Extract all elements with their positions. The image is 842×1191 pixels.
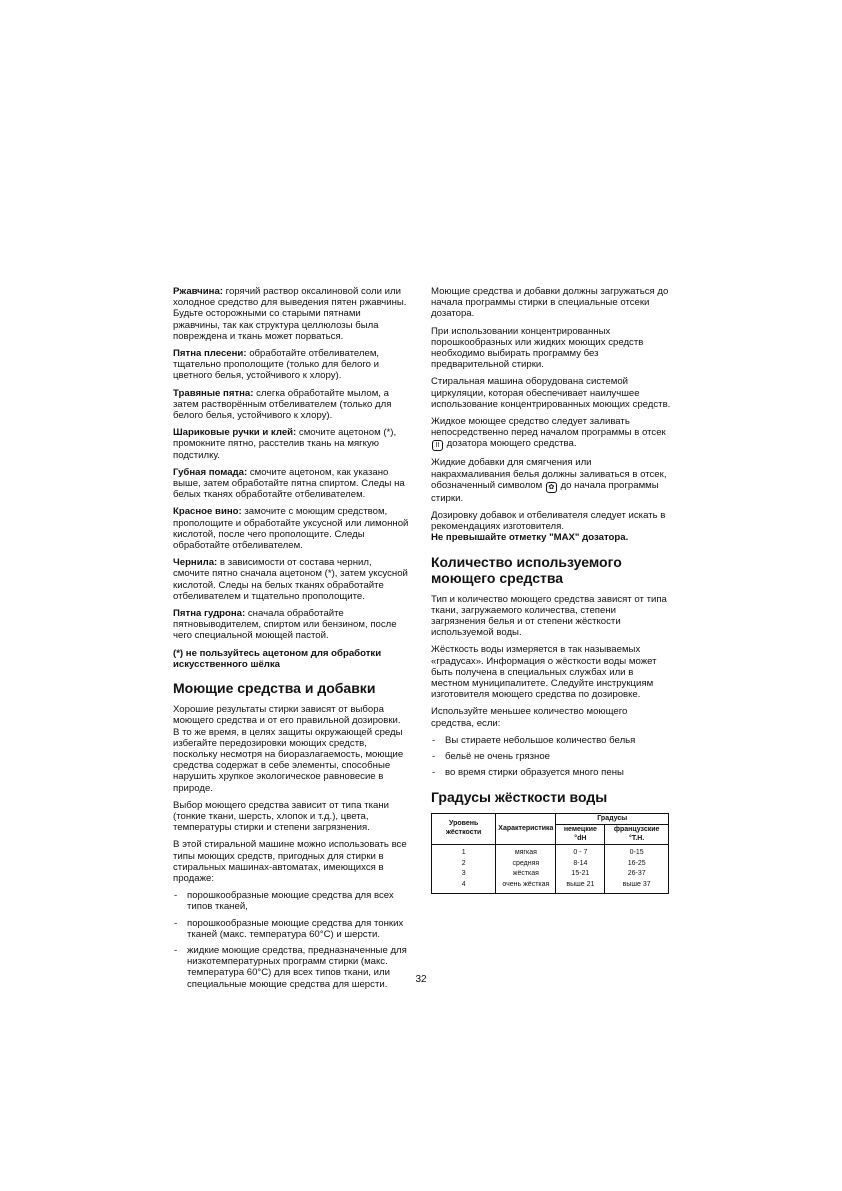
stain-term: Пятна гудрона:	[173, 608, 246, 620]
table-header-french: французские °T.H.	[605, 825, 669, 845]
softener-paragraph: Жидкие добавки для смягчения или накрахмаливания белья должны заливаться в отсек, обозначенный символом ✿ до начала программы стирки.	[431, 457, 667, 504]
table-row: 4 очень жёсткая выше 21 выше 37	[432, 880, 669, 894]
stain-entry	[173, 608, 409, 642]
list-item: - во время стирки образуется много пены	[431, 767, 671, 778]
table-row: 2 средняя 8-14 16-25	[432, 859, 669, 870]
less-detergent-list	[431, 735, 671, 779]
detergents-paragraph-3: В этой стиральной машине можно использовать все типы моющих средств, пригодных для стирки в стиральных машинах-автоматах, имеющихся в продаже:	[173, 839, 407, 884]
stain-text: в зависимости от состава чернил, смочите пятно сначала ацетоном (*), затем уксусной кислотой. Следы на белых тканях обработайте отбеливателем и тщательно прополощите.	[173, 557, 408, 602]
flower-icon: ✿	[546, 482, 557, 493]
table-header-level: Уровень жёсткости	[432, 813, 496, 845]
stain-text: смочите ацетоном, как указано выше, затем обработайте пятна спиртом. Следы на белых тканях обработайте отбеливателем.	[173, 466, 405, 501]
hardness-heading: Градусы жёсткости воды	[431, 788, 608, 805]
stain-text: горячий раствор оксалиновой соли или холодное средство для выведения пятен ржавчины. Будьте осторожными со старыми пятнами ржавчины, так как структура целлюлозы была повреждена и ткань может порваться.	[173, 286, 407, 342]
stain-term: Красное вино:	[173, 506, 242, 518]
list-item: - жидкие моющие средства, предназначенные для низкотемпературных программ стирки (макс. температура 60°C) для всех типов ткани, или специальные моющие средства для шерсти.	[173, 945, 409, 990]
quantity-heading: Количество используемого моющего средства	[431, 553, 622, 586]
stain-entry	[173, 388, 409, 422]
stain-text: смочите ацетоном (*), промокните пятно, расстелив ткань на мягкую подстилку.	[173, 427, 397, 461]
stain-entry	[173, 467, 409, 501]
quantity-paragraph-1: Тип и количество моющего средства зависят от типа ткани, загружаемого количества, степени загрязнения белья и от степени жёсткости используемой воды.	[431, 593, 667, 639]
table-header-german: немецкие °dH	[556, 825, 605, 845]
stain-text: обработайте отбеливателем, тщательно прополощите (только для белого и цветного белья, устойчивого к хлору).	[173, 348, 380, 382]
left-column	[173, 286, 409, 996]
circulation-paragraph: Стиральная машина оборудована системой циркуляции, которая обеспечивает наилучшее использование концентрированных моющих средств.	[431, 376, 671, 410]
table-row: 1 мягкая 0 - 7 0-15	[432, 845, 669, 859]
stain-entry	[173, 348, 409, 382]
list-item: - порошкообразные моющие средства для тонких тканей (макс. температура 60°C) и шерсти.	[173, 918, 409, 940]
concentrated-paragraph: При использовании концентрированных порошкообразных или жидких моющих средств необходимо выбирать программу без предварительной стирки.	[431, 325, 644, 371]
stain-entry	[173, 557, 409, 602]
list-item: - Вы стираете небольшое количество белья	[431, 735, 671, 746]
stain-list	[173, 286, 409, 642]
table-row: 3 жёсткая 15-21 26-37	[432, 869, 669, 880]
hardness-table	[431, 813, 669, 895]
stain-text: слегка обработайте мылом, а затем растворённым отбеливателем (только для белого белья, устойчивого к хлору).	[173, 387, 392, 422]
right-column	[431, 286, 671, 894]
quantity-paragraph-3: Используйте меньшее количество моющего средства, если:	[431, 706, 628, 729]
liquid-detergent-paragraph: Жидкое моющее средство следует заливать непосредственно перед началом программы в отсек II дозатора моющего средства.	[431, 416, 666, 450]
stain-term: Пятна плесени:	[173, 348, 247, 360]
list-item: - порошкообразные моющие средства для всех типов тканей,	[173, 890, 409, 912]
stain-text: сначала обработайте пятновыводителем, спиртом или бензином, после чего специальной моющей пастой.	[173, 608, 397, 642]
stain-term: Шариковые ручки и клей:	[173, 427, 297, 439]
stain-entry	[173, 286, 409, 342]
list-item: - бельё не очень грязное	[431, 751, 671, 762]
compartment-two-icon: II	[432, 440, 443, 451]
stain-term: Ржавчина:	[173, 286, 223, 297]
detergents-paragraph-2: Выбор моющего средства зависит от типа ткани (тонкие ткани, шерсть, хлопок и т.д.), цвета, температуры стирки и степени загрязнения.	[173, 799, 390, 834]
acetone-note: (*) не пользуйтесь ацетоном для обработки искусственного шёлка	[173, 647, 382, 670]
detergents-heading: Моющие средства и добавки	[173, 680, 376, 697]
stain-term: Чернила:	[173, 557, 218, 569]
stain-term: Травяные пятна:	[173, 387, 254, 399]
stain-entry	[173, 506, 409, 551]
table-header-degrees: Градусы	[556, 813, 669, 825]
dispenser-paragraph: Моющие средства и добавки должны загружаться до начала программы стирки в специальные отсеки дозатора.	[431, 286, 669, 320]
dosage-paragraph: Дозировку добавок и отбеливателя следует искать в рекомендациях изготовителя. Не превышайте отметку "MAX" дозатора.	[431, 510, 666, 544]
page-number: 32	[415, 974, 427, 985]
detergents-paragraph-1: Хорошие результаты стирки зависят от выбора моющего средства и от его правильной дозировки. В то же время, в целях защиты окружающей среды избегайте передозировки моющих средств, поскольку несмотря на биоразлагаемость, моющие средства содержат в себе элементы, способные нарушить хрупкое экологическое равновесие в природе.	[173, 704, 404, 794]
quantity-paragraph-2: Жёсткость воды измеряется в так называемых «градусах». Информация о жёсткости воды может быть получена в специальных службах или в местном муниципалитете. Следуйте инструкциям изготовителя моющего средства по дозировке.	[431, 644, 657, 701]
stain-text: замочите с моющим средством, прополощите и обработайте уксусной или лимонной кислотой, после чего прополощите. Следы обработайте отбеливателем.	[173, 506, 409, 552]
stain-entry	[173, 427, 409, 461]
detergent-types-list	[173, 890, 409, 990]
table-header-characteristic: Характеристика	[496, 813, 556, 845]
stain-term: Губная помада:	[173, 466, 248, 478]
